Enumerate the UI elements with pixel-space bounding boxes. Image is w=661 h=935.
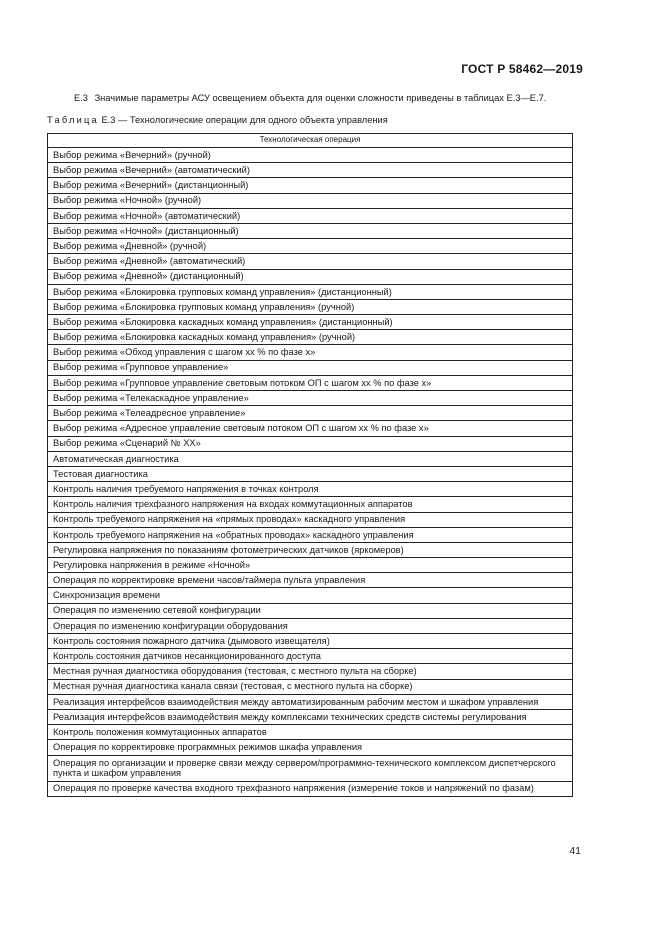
table-row (48, 588, 573, 603)
operation-cell: Операция по корректировке времени часов/таймера пульта управления (48, 573, 573, 588)
table-row (48, 193, 573, 208)
operation-cell: Выбор режима «Блокировка групповых команд управления» (ручной) (48, 299, 573, 314)
operation-cell: Выбор режима «Дневной» (ручной) (48, 239, 573, 254)
operation-cell: Местная ручная диагностика оборудования (тестовая, с местного пульта на сборке) (48, 664, 573, 679)
operation-cell: Операция по проверке качества входного трехфазного напряжения (измерение токов и напряжений по фазам) (48, 781, 573, 796)
table-row (48, 269, 573, 284)
table-row (48, 299, 573, 314)
table-row (48, 679, 573, 694)
table-row (48, 178, 573, 193)
operation-cell: Выбор режима «Обход управления с шагом хх % по фазе х» (48, 345, 573, 360)
operation-cell: Местная ручная диагностика канала связи (тестовая, с местного пульта на сборке) (48, 679, 573, 694)
operation-cell: Выбор режима «Дневной» (автоматический) (48, 254, 573, 269)
operation-cell: Синхронизация времени (48, 588, 573, 603)
operation-cell: Выбор режима «Ночной» (дистанционный) (48, 223, 573, 238)
table-row (48, 345, 573, 360)
operation-cell: Регулировка напряжения по показаниям фотометрических датчиков (яркомеров) (48, 542, 573, 557)
table-row (48, 694, 573, 709)
operation-cell: Контроль наличия требуемого напряжения в точках контроля (48, 482, 573, 497)
table-body (48, 148, 573, 797)
operation-cell: Контроль положения коммутационных аппаратов (48, 725, 573, 740)
table-row (48, 573, 573, 588)
table-row (48, 436, 573, 451)
table-row (48, 618, 573, 633)
operation-cell: Контроль состояния пожарного датчика (дымового извещателя) (48, 634, 573, 649)
table-row (48, 360, 573, 375)
table-row (48, 330, 573, 345)
table-row (48, 223, 573, 238)
table-row (48, 284, 573, 299)
operation-cell: Выбор режима «Ночной» (автоматический) (48, 208, 573, 223)
table-row (48, 482, 573, 497)
operation-cell: Выбор режима «Вечерний» (дистанционный) (48, 178, 573, 193)
operation-cell: Выбор режима «Телеадресное управление» (48, 406, 573, 421)
intro-number: Е.3 (74, 93, 88, 103)
operation-cell: Контроль требуемого напряжения на «обратных проводах» каскадного управления (48, 527, 573, 542)
table-row (48, 208, 573, 223)
operation-cell: Выбор режима «Телекаскадное управление» (48, 391, 573, 406)
table-caption-label: Е.3 — Технологические операции для одного объекта управления (101, 115, 388, 125)
operation-cell: Автоматическая диагностика (48, 451, 573, 466)
operation-cell: Операция по изменению сетевой конфигурации (48, 603, 573, 618)
table-header-row (48, 134, 573, 148)
table-row (48, 542, 573, 557)
table-caption (47, 115, 388, 125)
table-row (48, 603, 573, 618)
table-row (48, 664, 573, 679)
operation-cell: Реализация интерфейсов взаимодействия между автоматизированным рабочим местом и шкафом управления (48, 694, 573, 709)
operation-cell: Выбор режима «Блокировка каскадных команд управления» (ручной) (48, 330, 573, 345)
operation-cell: Регулировка напряжения в режиме «Ночной» (48, 558, 573, 573)
operation-cell: Операция по изменению конфигурации оборудования (48, 618, 573, 633)
column-header-operation: Технологическая операция (48, 134, 573, 148)
operation-cell: Выбор режима «Вечерний» (автоматический) (48, 163, 573, 178)
table-row (48, 466, 573, 481)
operation-cell: Операция по корректировке программных режимов шкафа управления (48, 740, 573, 755)
table-caption-word: Таблица (47, 115, 99, 125)
operation-cell: Выбор режима «Вечерний» (ручной) (48, 148, 573, 163)
table-row (48, 755, 573, 781)
table-row (48, 558, 573, 573)
table-row (48, 709, 573, 724)
operation-cell: Контроль состояния датчиков несанкционированного доступа (48, 649, 573, 664)
table-row (48, 527, 573, 542)
operations-table (47, 133, 573, 797)
operation-cell: Тестовая диагностика (48, 466, 573, 481)
operation-cell: Выбор режима «Блокировка каскадных команд управления» (дистанционный) (48, 315, 573, 330)
table-row (48, 375, 573, 390)
operation-cell: Выбор режима «Блокировка групповых команд управления» (дистанционный) (48, 284, 573, 299)
operation-cell: Выбор режима «Групповое управление» (48, 360, 573, 375)
operation-cell: Выбор режима «Адресное управление световым потоком ОП с шагом хх % по фазе х» (48, 421, 573, 436)
table-row (48, 406, 573, 421)
table-row (48, 148, 573, 163)
operation-cell: Выбор режима «Дневной» (дистанционный) (48, 269, 573, 284)
intro-paragraph (74, 93, 594, 103)
operation-cell: Контроль требуемого напряжения на «прямых проводах» каскадного управления (48, 512, 573, 527)
table-row (48, 451, 573, 466)
table-row (48, 254, 573, 269)
table-row (48, 421, 573, 436)
document-standard-header: ГОСТ Р 58462—2019 (461, 62, 583, 76)
operation-cell: Выбор режима «Сценарий № ХХ» (48, 436, 573, 451)
table-row (48, 634, 573, 649)
operation-cell: Выбор режима «Ночной» (ручной) (48, 193, 573, 208)
operation-cell: Реализация интерфейсов взаимодействия между комплексами технических средств системы регулирования (48, 709, 573, 724)
table-row (48, 497, 573, 512)
table-row (48, 239, 573, 254)
table-row (48, 315, 573, 330)
table-row (48, 512, 573, 527)
table-row (48, 725, 573, 740)
table-row (48, 740, 573, 755)
table-row (48, 649, 573, 664)
intro-text: Значимые параметры АСУ освещением объекта для оценки сложности приведены в таблицах Е.3—Е.7. (94, 93, 547, 103)
operation-cell: Операция по организации и проверке связи между сервером/программно-технического комплексом диспетчерского пункта и шкафом управления (48, 755, 573, 781)
operation-cell: Контроль наличия трехфазного напряжения на входах коммутационных аппаратов (48, 497, 573, 512)
table-row (48, 391, 573, 406)
table-row (48, 163, 573, 178)
page-number: 41 (569, 845, 581, 857)
table-row (48, 781, 573, 796)
operation-cell: Выбор режима «Групповое управление световым потоком ОП с шагом хх % по фазе х» (48, 375, 573, 390)
